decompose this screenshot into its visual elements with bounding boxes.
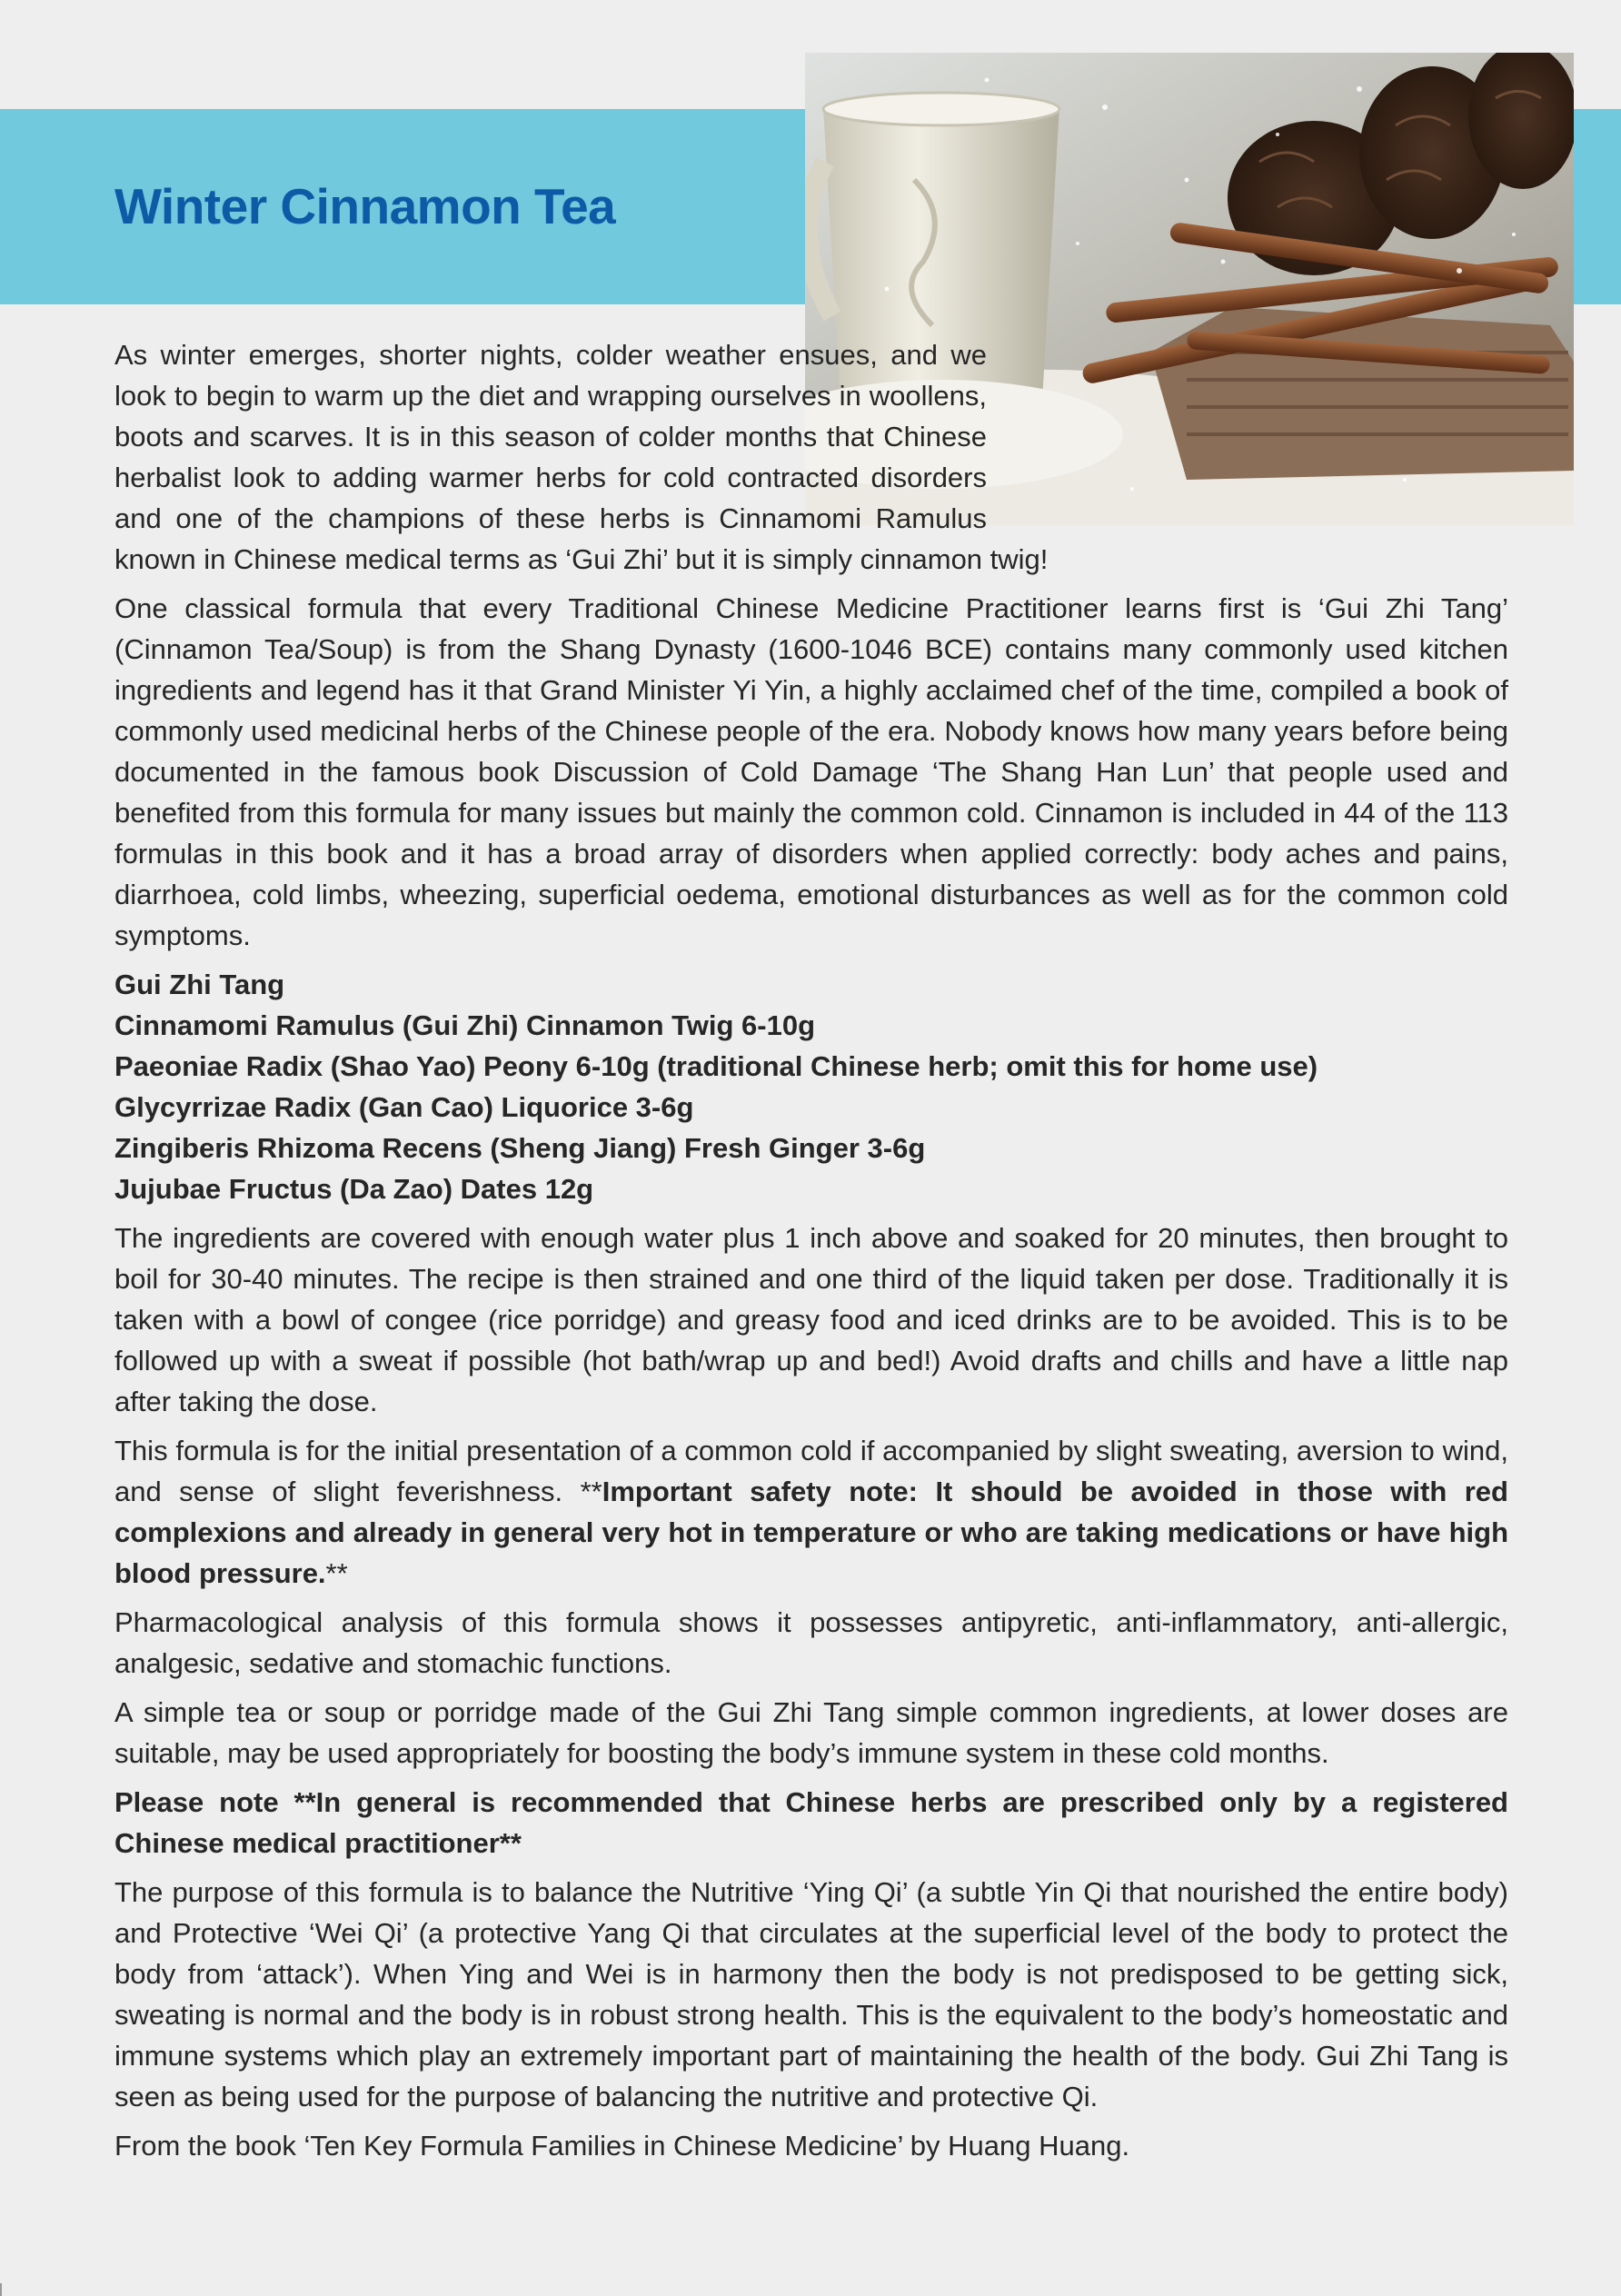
ingredient-item: Cinnamomi Ramulus (Gui Zhi) Cinnamon Twig 6-10g bbox=[114, 1009, 816, 1041]
formula-name: Gui Zhi Tang bbox=[114, 969, 285, 1000]
ingredient-item: Paeoniae Radix (Shao Yao) Peony 6-10g (traditional Chinese herb; omit this for home use) bbox=[114, 1050, 1318, 1082]
please-note-paragraph: Please note **In general is recommended that Chinese herbs are prescribed only by a registered Chinese medical practitioner** bbox=[114, 1786, 1508, 1859]
page-edge-mark bbox=[0, 2283, 2, 2296]
page-title: Winter Cinnamon Tea bbox=[114, 178, 616, 234]
safety-end: ** bbox=[325, 1557, 348, 1589]
source-paragraph: From the book ‘Ten Key Formula Families in Chinese Medicine’ by Huang Huang. bbox=[114, 2130, 1130, 2162]
ingredient-item: Jujubae Fructus (Da Zao) Dates 12g bbox=[114, 1173, 594, 1205]
pharmacology-paragraph: Pharmacological analysis of this formula shows it possesses antipyretic, anti-inflammatory, anti-allergic, analgesic, sedative and stomachic functions. bbox=[114, 1606, 1508, 1679]
ingredient-item: Glycyrrizae Radix (Gan Cao) Liquorice 3-6g bbox=[114, 1091, 694, 1123]
intro-paragraph: As winter emerges, shorter nights, colder weather ensues, and we look to begin to warm up the diet and wrapping ourselves in woollens, boots and scarves. It is in this season of colder months that Chinese herbalist look to adding warmer herbs for cold contracted disorders and one of the champions of these herbs is Cinnamomi Ramulus known in Chinese medical terms as ‘Gui Zhi’ but it is simply cinnamon twig! bbox=[114, 339, 1049, 575]
simple-tea-paragraph: A simple tea or soup or porridge made of the Gui Zhi Tang simple common ingredients, at lower doses are suitable, may be used appropriately for boosting the body’s immune system in these cold months. bbox=[114, 1696, 1508, 1769]
image-space bbox=[987, 334, 1508, 529]
article-body bbox=[114, 334, 1508, 2174]
purpose-paragraph: The purpose of this formula is to balance the Nutritive ‘Ying Qi’ (a subtle Yin Qi that nourished the entire body) and Protective ‘Wei Qi’ (a protective Yang Qi that circulates at the superficial level of the body to protect the body from ‘attack’). When Ying and Wei is in harmony then the body is not predisposed to be getting sick, sweating is normal and the body is in robust strong health. This is the equivalent to the body’s homeostatic and immune systems which play an extremely important part of maintaining the health of the body. Gui Zhi Tang is seen as being used for the purpose of balancing the nutritive and protective Qi. bbox=[114, 1876, 1508, 2112]
safety-intro: This formula is for the initial presentation of a common cold if accompanied by slight sweating, aversion to wind, and sense of slight feverishness. ** bbox=[114, 1435, 1508, 1507]
ingredient-item: Zingiberis Rhizoma Recens (Sheng Jiang) Fresh Ginger 3-6g bbox=[114, 1132, 926, 1164]
safety-paragraph bbox=[114, 1430, 1508, 1594]
history-paragraph: One classical formula that every Traditional Chinese Medicine Practitioner learns first is ‘Gui Zhi Tang’ (Cinnamon Tea/Soup) is from the Shang Dynasty (1600-1046 BCE) contains many commonly used kitchen ingredients and legend has it that Grand Minister Yi Yin, a highly acclaimed chef of the time, compiled a book of commonly used medicinal herbs of the Chinese people of the era. Nobody knows how many years before being documented in the famous book Discussion of Cold Damage ‘The Shang Han Lun’ that people used and benefited from this formula for many issues but mainly the common cold. Cinnamon is included in 44 of the 113 formulas in this book and it has a broad array of disorders when applied correctly: body aches and pains, diarrhoea, cold limbs, wheezing, superficial oedema, emotional disturbances as well as for the common cold symptoms. bbox=[114, 592, 1508, 951]
formula-list bbox=[114, 964, 1508, 1209]
safety-note: Important safety note: It should be avoided in those with red complexions and already in general very hot in temperature or who are taking medications or have high blood pressure. bbox=[114, 1476, 1508, 1589]
preparation-paragraph: The ingredients are covered with enough water plus 1 inch above and soaked for 20 minutes, then brought to boil for 30-40 minutes. The recipe is then strained and one third of the liquid taken per dose. Traditionally it is taken with a bowl of congee (rice porridge) and greasy food and iced drinks are to be avoided. This is to be followed up with a sweat if possible (hot bath/wrap up and bed!) Avoid drafts and chills and have a little nap after taking the dose. bbox=[114, 1222, 1508, 1417]
